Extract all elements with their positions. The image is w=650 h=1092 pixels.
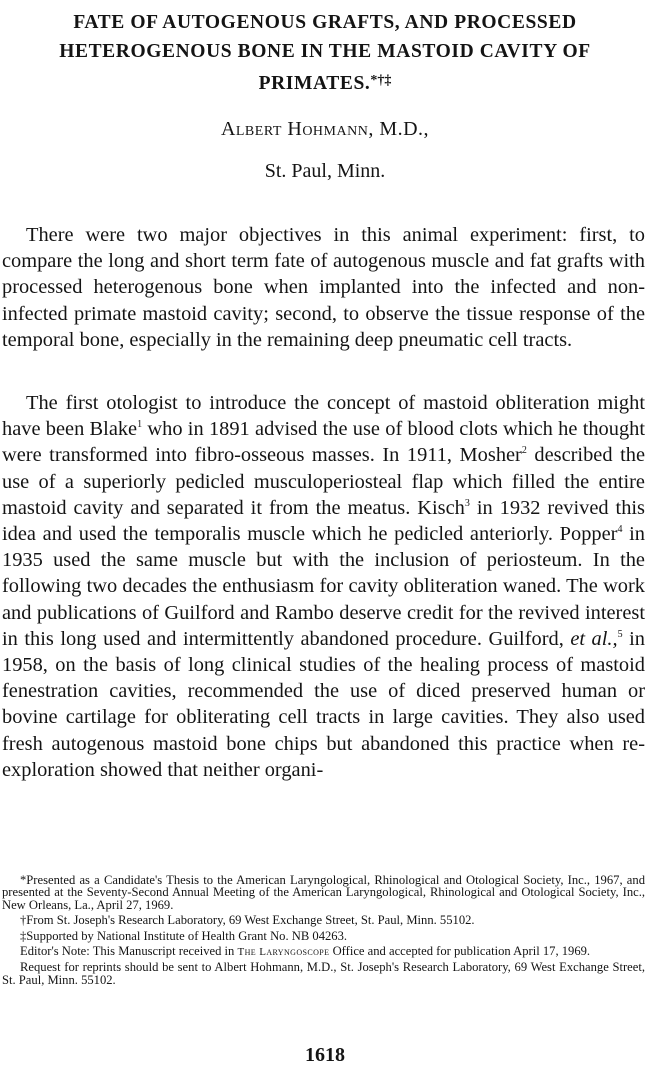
- footnote-marks: *†‡: [370, 73, 392, 88]
- footnote-editors-note: [2, 945, 645, 958]
- reference-marker: 2: [521, 445, 527, 457]
- p2-text-a: The first otologist to introduce the concept of mastoid obliteration might have been Blake: [2, 392, 645, 441]
- reference-marker: 1: [137, 419, 143, 431]
- author-degree: , M.D.,: [368, 118, 430, 140]
- body-paragraph-2: [2, 390, 645, 783]
- reference-marker: 5: [617, 628, 623, 640]
- p2-text-d: in 1932 revived this idea and used the temporalis muscle which he pedicled anteriorly. Popper: [2, 496, 645, 546]
- article-title: [0, 8, 650, 98]
- author-affiliation: St. Paul, Minn.: [264, 160, 386, 182]
- footnote-from: †From St. Joseph's Research Laboratory, 69 West Exchange Street, St. Paul, Minn. 55102.: [20, 913, 475, 928]
- editors-note-text-b: Office and accepted for publication April 17, 1969.: [329, 944, 591, 959]
- editors-note-text-a: Editor's Note: This Manuscript received in: [20, 944, 238, 959]
- journal-name: The Laryngoscope: [237, 946, 330, 959]
- p2-text-e: in 1935 used the same muscle but with the inclusion of periosteum. In the following two decades the enthusiasm for cavity obliteration waned. The work and publications of Guilford and Rambo deserve credit for the revived interest in this long used and intermittently abandoned procedure. Guilford,: [2, 523, 645, 650]
- page-number: 1618: [305, 1044, 345, 1066]
- footnote-reprints: Request for reprints should be sent to Albert Hohmann, M.D., St. Joseph's Research Laboratory, 69 West Exchange Street, St. Paul, Minn. 55102.: [2, 960, 645, 987]
- body-paragraph-1: There were two major objectives in this animal experiment: first, to compare the long and short term fate of autogenous muscle and fat grafts with processed heterogenous bone when implanted into the infected and non-infected primate mastoid cavity; second, to observe the tissue response of the temporal bone, especially in the remaining deep pneumatic cell tracts.: [2, 224, 645, 351]
- et-al-italic: et al.,: [570, 627, 618, 650]
- footnote-presented: *Presented as a Candidate's Thesis to the American Laryngological, Rhinological and Otological Society, Inc., 1967, and presented at the Seventy-Second Annual Meeting of the American Laryngological, Rhinological and Otological Society, Inc., New Orleans, La., April 27, 1969.: [2, 873, 645, 912]
- footnotes: [2, 874, 645, 989]
- article-title-text: FATE OF AUTOGENOUS GRAFTS, AND PROCESSED HETEROGENOUS BONE IN THE MASTOID CAVITY OF PRIMATES.: [59, 12, 591, 94]
- author-line: [0, 118, 650, 141]
- author-first-name: Albert: [220, 118, 282, 140]
- p2-text-f: in 1958, on the basis of long clinical studies of the healing process of mastoid fenestration cavities, recommended the use of diced preserved human or bovine cartilage for obliterating cell tracts in large cavities. They also used fresh autogenous mastoid bone chips but abandoned this practice when re-exploration showed that neither organi-: [2, 627, 645, 781]
- p2-text-b: who in 1891 advised the use of blood clots which he thought were transformed into fibro-osseous masses. In 1911, Mosher: [2, 418, 645, 467]
- reference-marker: 4: [617, 524, 623, 536]
- reference-marker: 3: [464, 497, 470, 509]
- footnote-supported: ‡Supported by National Institute of Health Grant No. NB 04263.: [20, 928, 348, 943]
- p2-text-c: described the use of a superiorly pedicled musculoperiosteal flap which filled the entire mastoid cavity and separated it from the meatus. Kisch: [2, 444, 645, 519]
- author-last-name: Hohmann: [287, 118, 369, 140]
